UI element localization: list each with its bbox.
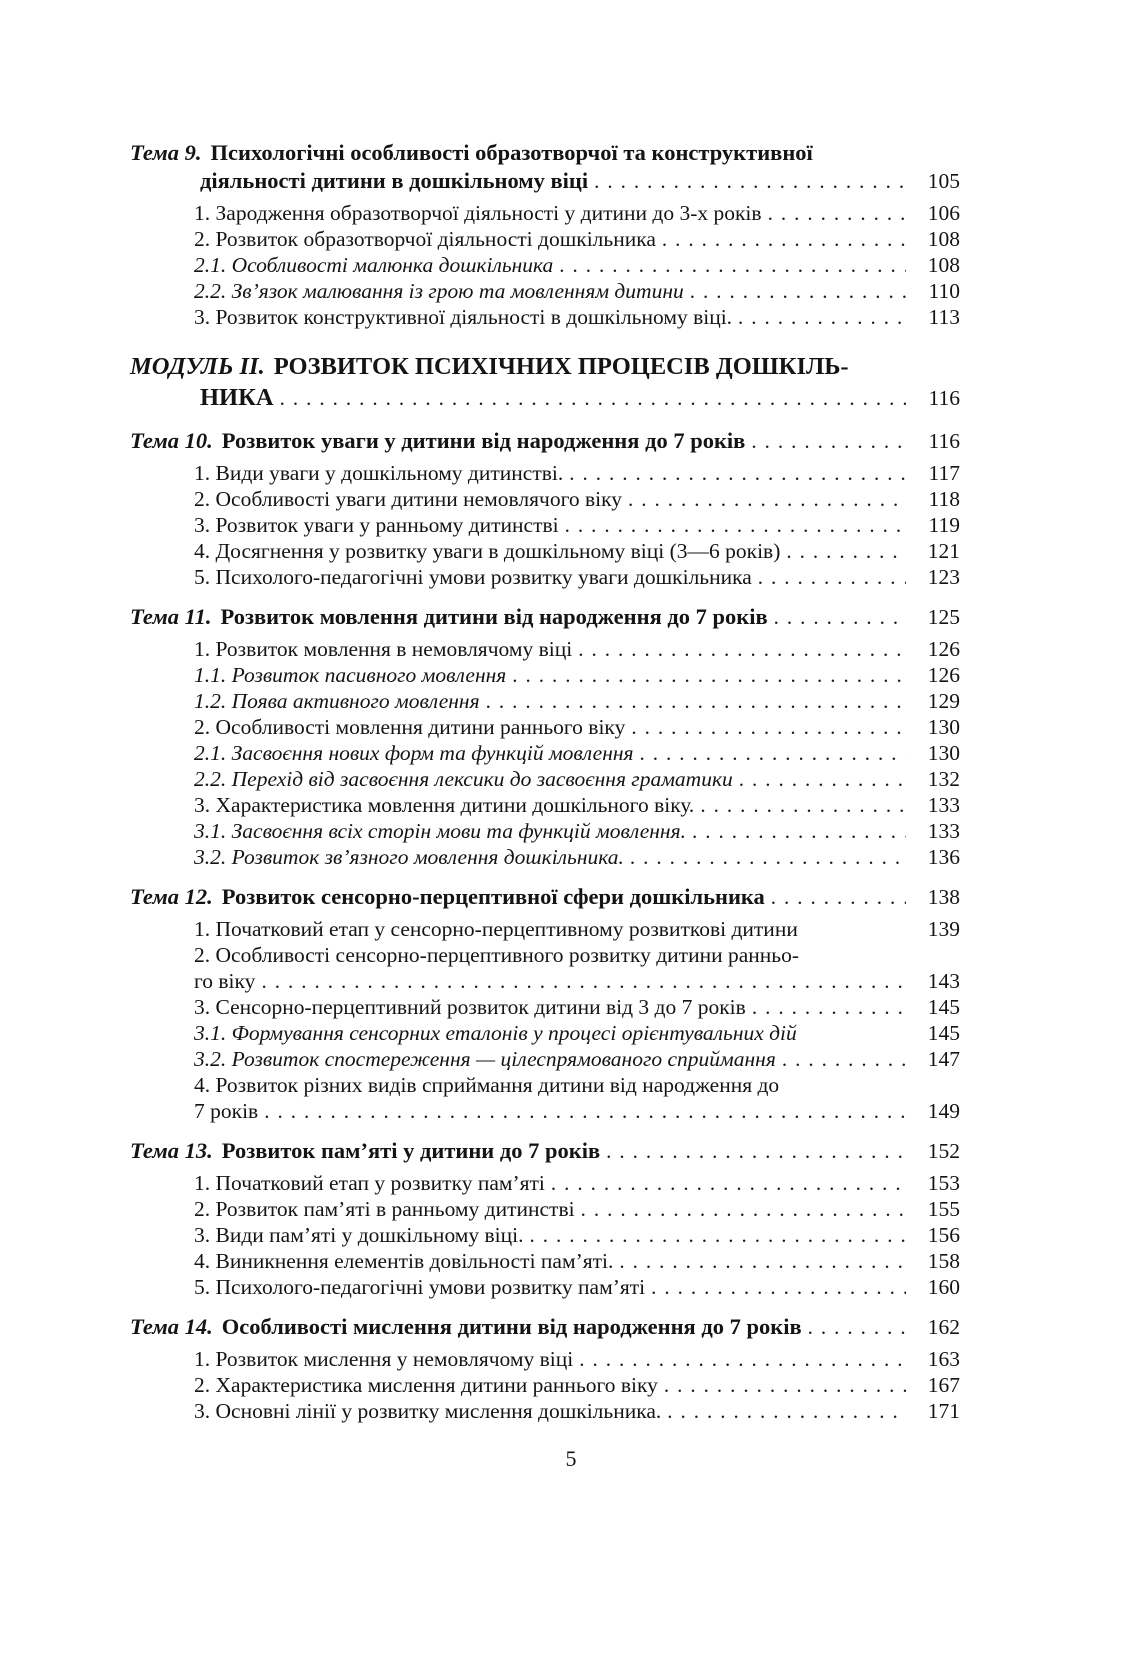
dot-leader <box>565 512 906 538</box>
entry-title: 4. Розвиток різних видів сприймання дитини від народження до <box>194 1073 780 1097</box>
entry-page-number: 133 <box>927 793 960 817</box>
entry-page-number: 155 <box>927 1197 960 1221</box>
toc-entry-item <box>130 1248 960 1274</box>
entry-title: 3. Розвиток конструктивної діяльності в дошкільному віці. <box>194 305 733 329</box>
toc-entry-item <box>130 460 960 486</box>
dot-leader <box>739 766 906 792</box>
entry-title: 3.2. Розвиток спостереження — цілеспрямованого сприймання <box>194 1047 776 1071</box>
entry-continuation: го віку <box>194 969 256 993</box>
toc-entry-item <box>130 1196 960 1222</box>
entry-page-number: 171 <box>927 1399 960 1423</box>
toc-entry-theme <box>130 427 960 455</box>
dot-leader <box>261 968 906 994</box>
entry-page-number: 118 <box>928 487 960 511</box>
entry-title: 5. Психолого-педагогічні умови розвитку пам’яті <box>194 1275 646 1299</box>
toc-entry-item <box>130 714 960 740</box>
page-number: 5 <box>565 1446 577 1471</box>
entry-page-number: 153 <box>927 1171 960 1195</box>
entry-page-number: 163 <box>927 1347 960 1371</box>
entry-title: 5. Психолого-педагогічні умови розвитку уваги дошкільника <box>194 565 752 589</box>
toc-entry-item <box>130 636 960 662</box>
toc-entry-item <box>130 564 960 590</box>
entry-title: 1. Початковий етап у розвитку пам’яті <box>194 1171 545 1195</box>
entry-continuation: діяльності дитини в дошкільному віці <box>200 168 589 193</box>
toc-entry-item <box>130 304 960 330</box>
entry-title: 4. Досягнення у розвитку уваги в дошкільному віці (3—6 років) <box>194 539 781 563</box>
dot-leader <box>486 688 906 714</box>
toc-entry-item <box>130 994 960 1020</box>
entry-title: 1.1. Розвиток пасивного мовлення <box>194 663 507 687</box>
dot-leader <box>606 1137 906 1165</box>
toc-entry-theme <box>130 883 960 911</box>
entry-title: 3. Розвиток уваги у ранньому дитинстві <box>194 513 559 537</box>
toc-entry-item <box>130 916 960 942</box>
entry-page-number: 125 <box>927 605 960 629</box>
entry-title: 2.1. Засвоєння нових форм та функцій мовлення <box>194 741 634 765</box>
toc-entry-item <box>130 1346 960 1372</box>
dot-leader <box>808 1313 906 1341</box>
entry-prefix: Тема 10. <box>130 428 213 453</box>
entry-page-number: 147 <box>927 1047 960 1071</box>
toc-entry-item <box>130 792 960 818</box>
entry-page-number: 158 <box>927 1249 960 1273</box>
toc-entry-theme <box>130 1137 960 1165</box>
toc-entry-item <box>130 942 960 994</box>
dot-leader <box>551 1170 906 1196</box>
toc-entry-item <box>130 1274 960 1300</box>
entry-page-number: 136 <box>927 845 960 869</box>
dot-leader <box>771 883 906 911</box>
entry-title: 3. Характеристика мовлення дитини дошкільного віку. <box>194 793 695 817</box>
entry-prefix: Тема 11. <box>130 604 212 629</box>
entry-title: Психологічні особливості образотворчої та конструктивної <box>210 140 813 165</box>
toc-entry-subitem <box>130 252 960 278</box>
toc-entry-subitem <box>130 278 960 304</box>
entry-title: 4. Виникнення елементів довільності пам’яті. <box>194 1249 614 1273</box>
entry-page-number: 116 <box>928 386 960 410</box>
entry-page-number: 145 <box>927 1021 960 1045</box>
entry-page-number: 143 <box>927 969 960 993</box>
toc-entry-subitem <box>130 740 960 766</box>
dot-leader <box>751 427 906 455</box>
entry-page-number: 119 <box>928 513 960 537</box>
entry-title: РОЗВИТОК ПСИХІЧНИХ ПРОЦЕСІВ ДОШКІЛЬ- <box>273 353 849 380</box>
entry-title: 3.1. Формування сенсорних еталонів у процесі орієнтувальних дій <box>194 1021 797 1045</box>
entry-title: 2. Розвиток пам’яті в ранньому дитинстві <box>194 1197 575 1221</box>
entry-title: 2.2. Перехід від засвоєння лексики до засвоєння граматики <box>194 767 733 791</box>
dot-leader <box>530 1222 907 1248</box>
entry-title: 1. Зародження образотворчої діяльності у дитини до 3-х років <box>194 201 762 225</box>
entry-title: 2. Особливості мовлення дитини раннього віку <box>194 715 626 739</box>
entry-title: 3.1. Засвоєння всіх сторін мови та функцій мовлення. <box>194 819 686 843</box>
toc-entry-item <box>130 1222 960 1248</box>
toc-entry-theme <box>130 603 960 631</box>
entry-title: Особливості мислення дитини від народження до 7 років <box>221 1314 802 1339</box>
entry-page-number: 106 <box>927 201 960 225</box>
toc-entry-subitem <box>130 1020 960 1046</box>
entry-page-number: 121 <box>927 539 960 563</box>
toc-entry-module <box>130 351 960 414</box>
toc-entry-item <box>130 486 960 512</box>
entry-title: Розвиток сенсорно-перцептивної сфери дошкільника <box>221 884 765 909</box>
dot-leader <box>786 538 906 564</box>
toc-entry-subitem <box>130 844 960 870</box>
entry-page-number: 160 <box>927 1275 960 1299</box>
dot-leader <box>752 994 906 1020</box>
dot-leader <box>692 818 906 844</box>
toc-entry-subitem <box>130 818 960 844</box>
entry-page-number: 138 <box>927 885 960 909</box>
entry-title: 3. Основні лінії у розвитку мислення дошкільника. <box>194 1399 662 1423</box>
entry-title: 1. Розвиток мовлення в немовлячому віці <box>194 637 573 661</box>
entry-page-number: 130 <box>927 741 960 765</box>
entry-page-number: 113 <box>928 305 960 329</box>
dot-leader <box>782 1046 906 1072</box>
entry-page-number: 110 <box>928 279 960 303</box>
toc-entry-item <box>130 1372 960 1398</box>
table-of-contents <box>130 139 960 1424</box>
entry-title: 2. Особливості уваги дитини немовлячого віку <box>194 487 623 511</box>
toc-entry-item <box>130 1072 960 1124</box>
dot-leader <box>569 460 906 486</box>
entry-page-number: 156 <box>927 1223 960 1247</box>
entry-prefix: Тема 13. <box>130 1138 213 1163</box>
entry-title: 1.2. Поява активного мовлення <box>194 689 480 713</box>
entry-title: Розвиток уваги у дитини від народження до 7 років <box>221 428 746 453</box>
entry-title: 2.1. Особливості малюнка дошкільника <box>194 253 554 277</box>
entry-continuation: 7 років <box>194 1099 259 1123</box>
entry-page-number: 123 <box>927 565 960 589</box>
dot-leader <box>774 603 906 631</box>
dot-leader <box>619 1248 906 1274</box>
entry-page-number: 117 <box>928 461 960 485</box>
entry-title: 3.2. Розвиток зв’язного мовлення дошкільника. <box>194 845 624 869</box>
toc-entry-item <box>130 200 960 226</box>
entry-page-number: 126 <box>927 637 960 661</box>
entry-page-number: 130 <box>927 715 960 739</box>
entry-page-number: 108 <box>927 227 960 251</box>
entry-title: 2.2. Зв’язок малювання із грою та мовленням дитини <box>194 279 684 303</box>
entry-page-number: 129 <box>927 689 960 713</box>
toc-entry-subitem <box>130 688 960 714</box>
toc-entry-subitem <box>130 766 960 792</box>
dot-leader <box>667 1398 906 1424</box>
entry-title: Розвиток мовлення дитини від народження до 7 років <box>220 604 768 629</box>
entry-page-number: 126 <box>927 663 960 687</box>
entry-title: 3. Види пам’яті у дошкільному віці. <box>194 1223 524 1247</box>
dot-leader <box>631 714 906 740</box>
dot-leader <box>594 167 906 195</box>
dot-leader <box>264 1098 906 1124</box>
entry-title: 2. Особливості сенсорно-перцептивного розвитку дитини ранньо- <box>194 943 799 967</box>
dot-leader <box>578 636 906 662</box>
entry-title: 2. Розвиток образотворчої діяльності дошкільника <box>194 227 656 251</box>
dot-leader <box>662 226 906 252</box>
entry-page-number: 167 <box>927 1373 960 1397</box>
entry-page-number: 139 <box>927 917 960 941</box>
dot-leader <box>581 1196 906 1222</box>
entry-prefix: Тема 12. <box>130 884 213 909</box>
toc-entry-item <box>130 512 960 538</box>
dot-leader <box>579 1346 906 1372</box>
entry-title: 3. Сенсорно-перцептивний розвиток дитини від 3 до 7 років <box>194 995 746 1019</box>
toc-entry-subitem <box>130 1046 960 1072</box>
entry-page-number: 145 <box>927 995 960 1019</box>
entry-page-number: 152 <box>927 1139 960 1163</box>
dot-leader <box>700 792 906 818</box>
toc-entry-item <box>130 1398 960 1424</box>
toc-entry-item <box>130 1170 960 1196</box>
toc-entry-item <box>130 226 960 252</box>
dot-leader <box>664 1372 906 1398</box>
entry-prefix: МОДУЛЬ II. <box>130 353 265 380</box>
entry-page-number: 116 <box>928 429 960 453</box>
toc-entry-theme <box>130 139 960 195</box>
dot-leader <box>768 200 906 226</box>
dot-leader <box>628 486 906 512</box>
entry-page-number: 162 <box>927 1315 960 1339</box>
toc-entry-subitem <box>130 662 960 688</box>
entry-prefix: Тема 9. <box>130 140 202 165</box>
dot-leader <box>758 564 906 590</box>
entry-title: 2. Характеристика мислення дитини раннього віку <box>194 1373 658 1397</box>
entry-title: 1. Види уваги у дошкільному дитинстві. <box>194 461 564 485</box>
dot-leader <box>738 304 906 330</box>
toc-entry-item <box>130 538 960 564</box>
toc-entry-theme <box>130 1313 960 1341</box>
entry-page-number: 133 <box>927 819 960 843</box>
dot-leader <box>690 278 906 304</box>
entry-page-number: 108 <box>927 253 960 277</box>
dot-leader <box>559 252 906 278</box>
entry-page-number: 132 <box>927 767 960 791</box>
page-footer <box>0 1446 1142 1472</box>
dot-leader <box>512 662 906 688</box>
dot-leader <box>630 844 906 870</box>
entry-title: 1. Розвиток мислення у немовлячому віці <box>194 1347 574 1371</box>
entry-page-number: 105 <box>927 169 960 193</box>
dot-leader <box>280 383 906 414</box>
entry-title: 1. Початковий етап у сенсорно-перцептивному розвиткові дитини <box>194 917 798 941</box>
dot-leader <box>640 740 906 766</box>
entry-title: Розвиток пам’яті у дитини до 7 років <box>221 1138 601 1163</box>
entry-page-number: 149 <box>927 1099 960 1123</box>
entry-continuation: НИКА <box>200 384 274 411</box>
dot-leader <box>651 1274 906 1300</box>
entry-prefix: Тема 14. <box>130 1314 213 1339</box>
